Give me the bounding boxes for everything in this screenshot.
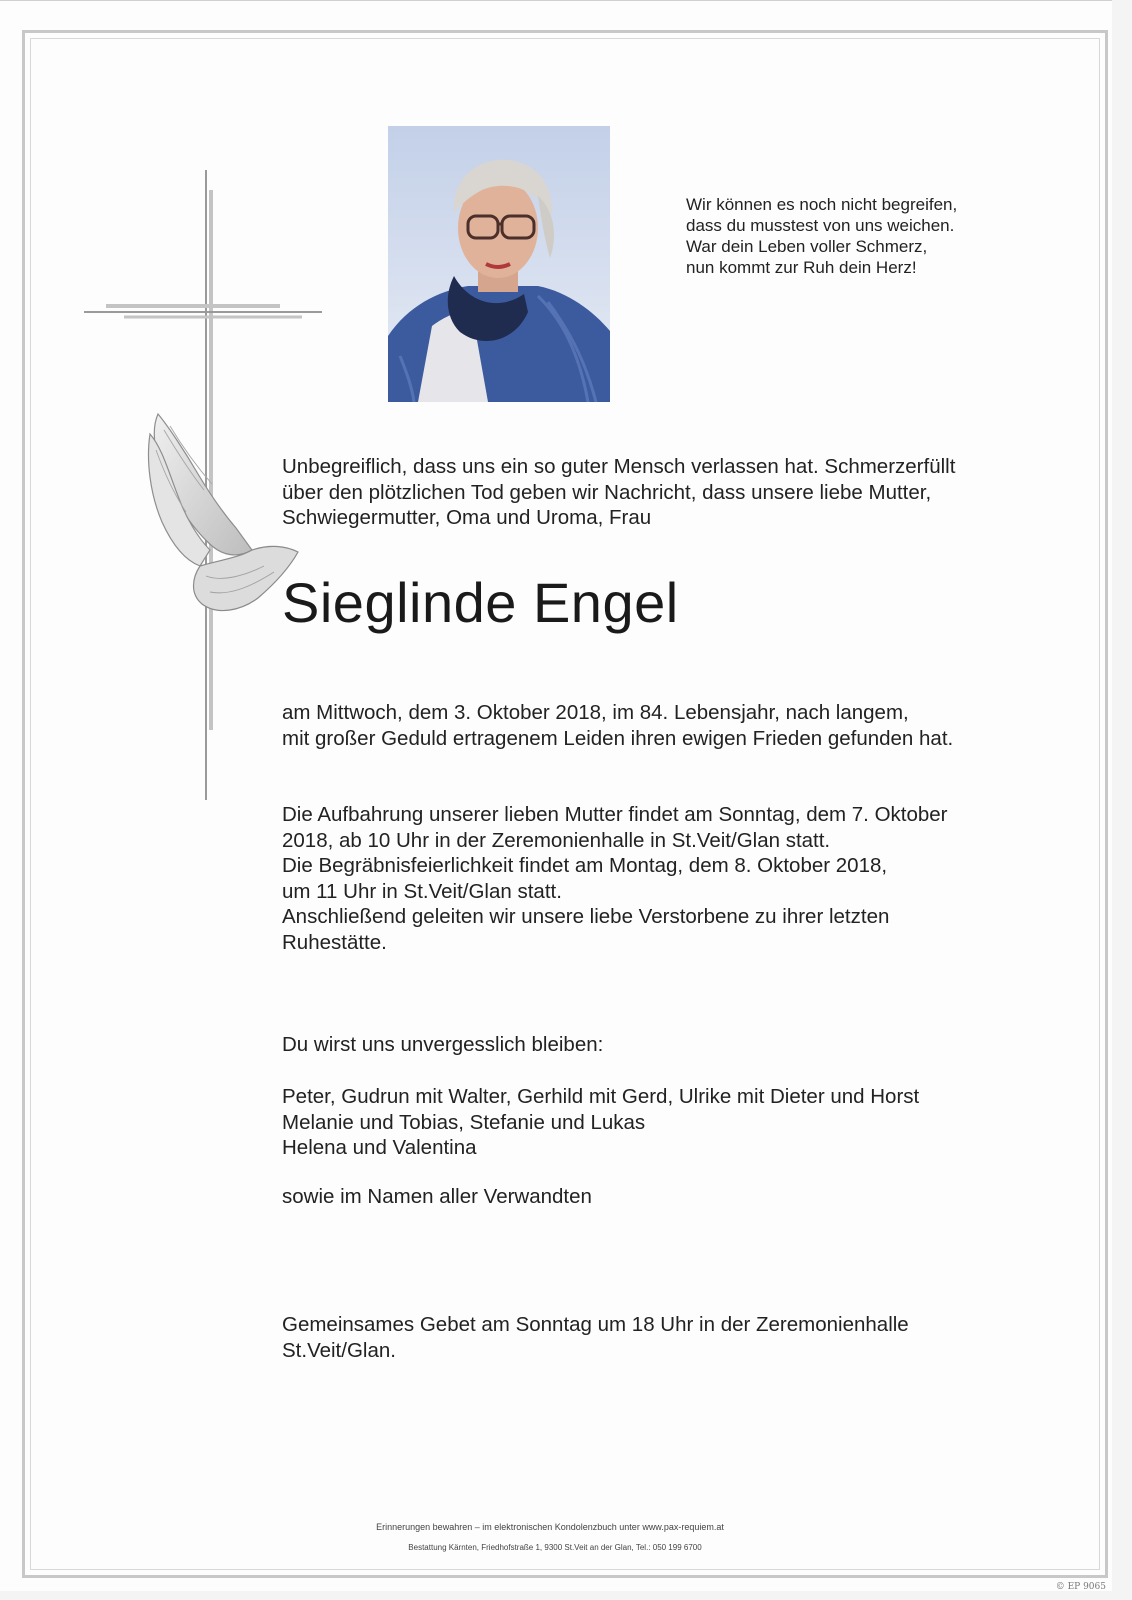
- poem-line: Wir können es noch nicht begreifen,: [686, 195, 958, 214]
- portrait-photo: [388, 126, 610, 402]
- poem-line: nun kommt zur Ruh dein Herz!: [686, 258, 917, 277]
- poem-line: dass du musstest von uns weichen.: [686, 216, 955, 235]
- funeral-line: 2018, ab 10 Uhr in der Zeremonienhalle in St.Veit/Glan statt.: [282, 828, 831, 852]
- funeral-details: [282, 802, 948, 955]
- funeral-line: um 11 Uhr in St.Veit/Glan statt.: [282, 879, 562, 903]
- deceased-name: Sieglinde Engel: [282, 571, 679, 634]
- prayer-notice: [282, 1312, 909, 1363]
- family-line: Melanie und Tobias, Stefanie und Lukas: [282, 1110, 646, 1134]
- poem-line: War dein Leben voller Schmerz,: [686, 237, 928, 256]
- intro-text: [282, 454, 1082, 531]
- relatives-line: [282, 1184, 592, 1210]
- death-notice: [282, 700, 953, 751]
- prayer-line: Gemeinsames Gebet am Sonntag um 18 Uhr in der Zeremonienhalle: [282, 1313, 909, 1336]
- intro-line: Unbegreiflich, dass uns ein so guter Mensch verlassen hat. Schmerzerfüllt: [282, 455, 956, 478]
- funeral-line: Ruhestätte.: [282, 930, 387, 954]
- footer-address: Bestattung Kärnten, Friedhofstraße 1, 9300 St.Veit an der Glan, Tel.: 050 199 6700: [408, 1543, 702, 1552]
- funeral-line: Anschließend geleiten wir unsere liebe Verstorbene zu ihrer letzten: [282, 905, 890, 928]
- family-list: [282, 1084, 919, 1161]
- unforgettable-text: Du wirst uns unvergesslich bleiben:: [282, 1033, 604, 1056]
- prayer-line: St.Veit/Glan.: [282, 1338, 396, 1362]
- funeral-line: Die Aufbahrung unserer lieben Mutter findet am Sonntag, dem 7. Oktober: [282, 803, 948, 826]
- intro-line: über den plötzlichen Tod geben wir Nachricht, dass unsere liebe Mutter,: [282, 480, 932, 504]
- death-notice-line: am Mittwoch, dem 3. Oktober 2018, im 84. Lebensjahr, nach langem,: [282, 701, 909, 724]
- unforgettable-line: [282, 1032, 603, 1058]
- footer-condolence: Erinnerungen bewahren – im elektronischen Kondolenzbuch unter www.pax-requiem.at: [376, 1522, 724, 1532]
- family-line: Helena und Valentina: [282, 1136, 477, 1159]
- intro-line: Schwiegermutter, Oma und Uroma, Frau: [282, 506, 652, 529]
- family-line: Peter, Gudrun mit Walter, Gerhild mit Gerd, Ulrike mit Dieter und Horst: [282, 1085, 920, 1108]
- poem: [686, 194, 1016, 278]
- relatives-text: sowie im Namen aller Verwandten: [282, 1185, 592, 1208]
- funeral-line: Die Begräbnisfeierlichkeit findet am Montag, dem 8. Oktober 2018,: [282, 854, 888, 877]
- death-notice-line: mit großer Geduld ertragenem Leiden ihren ewigen Frieden gefunden hat.: [282, 726, 954, 750]
- print-code: © EP 9065: [1055, 1582, 1106, 1592]
